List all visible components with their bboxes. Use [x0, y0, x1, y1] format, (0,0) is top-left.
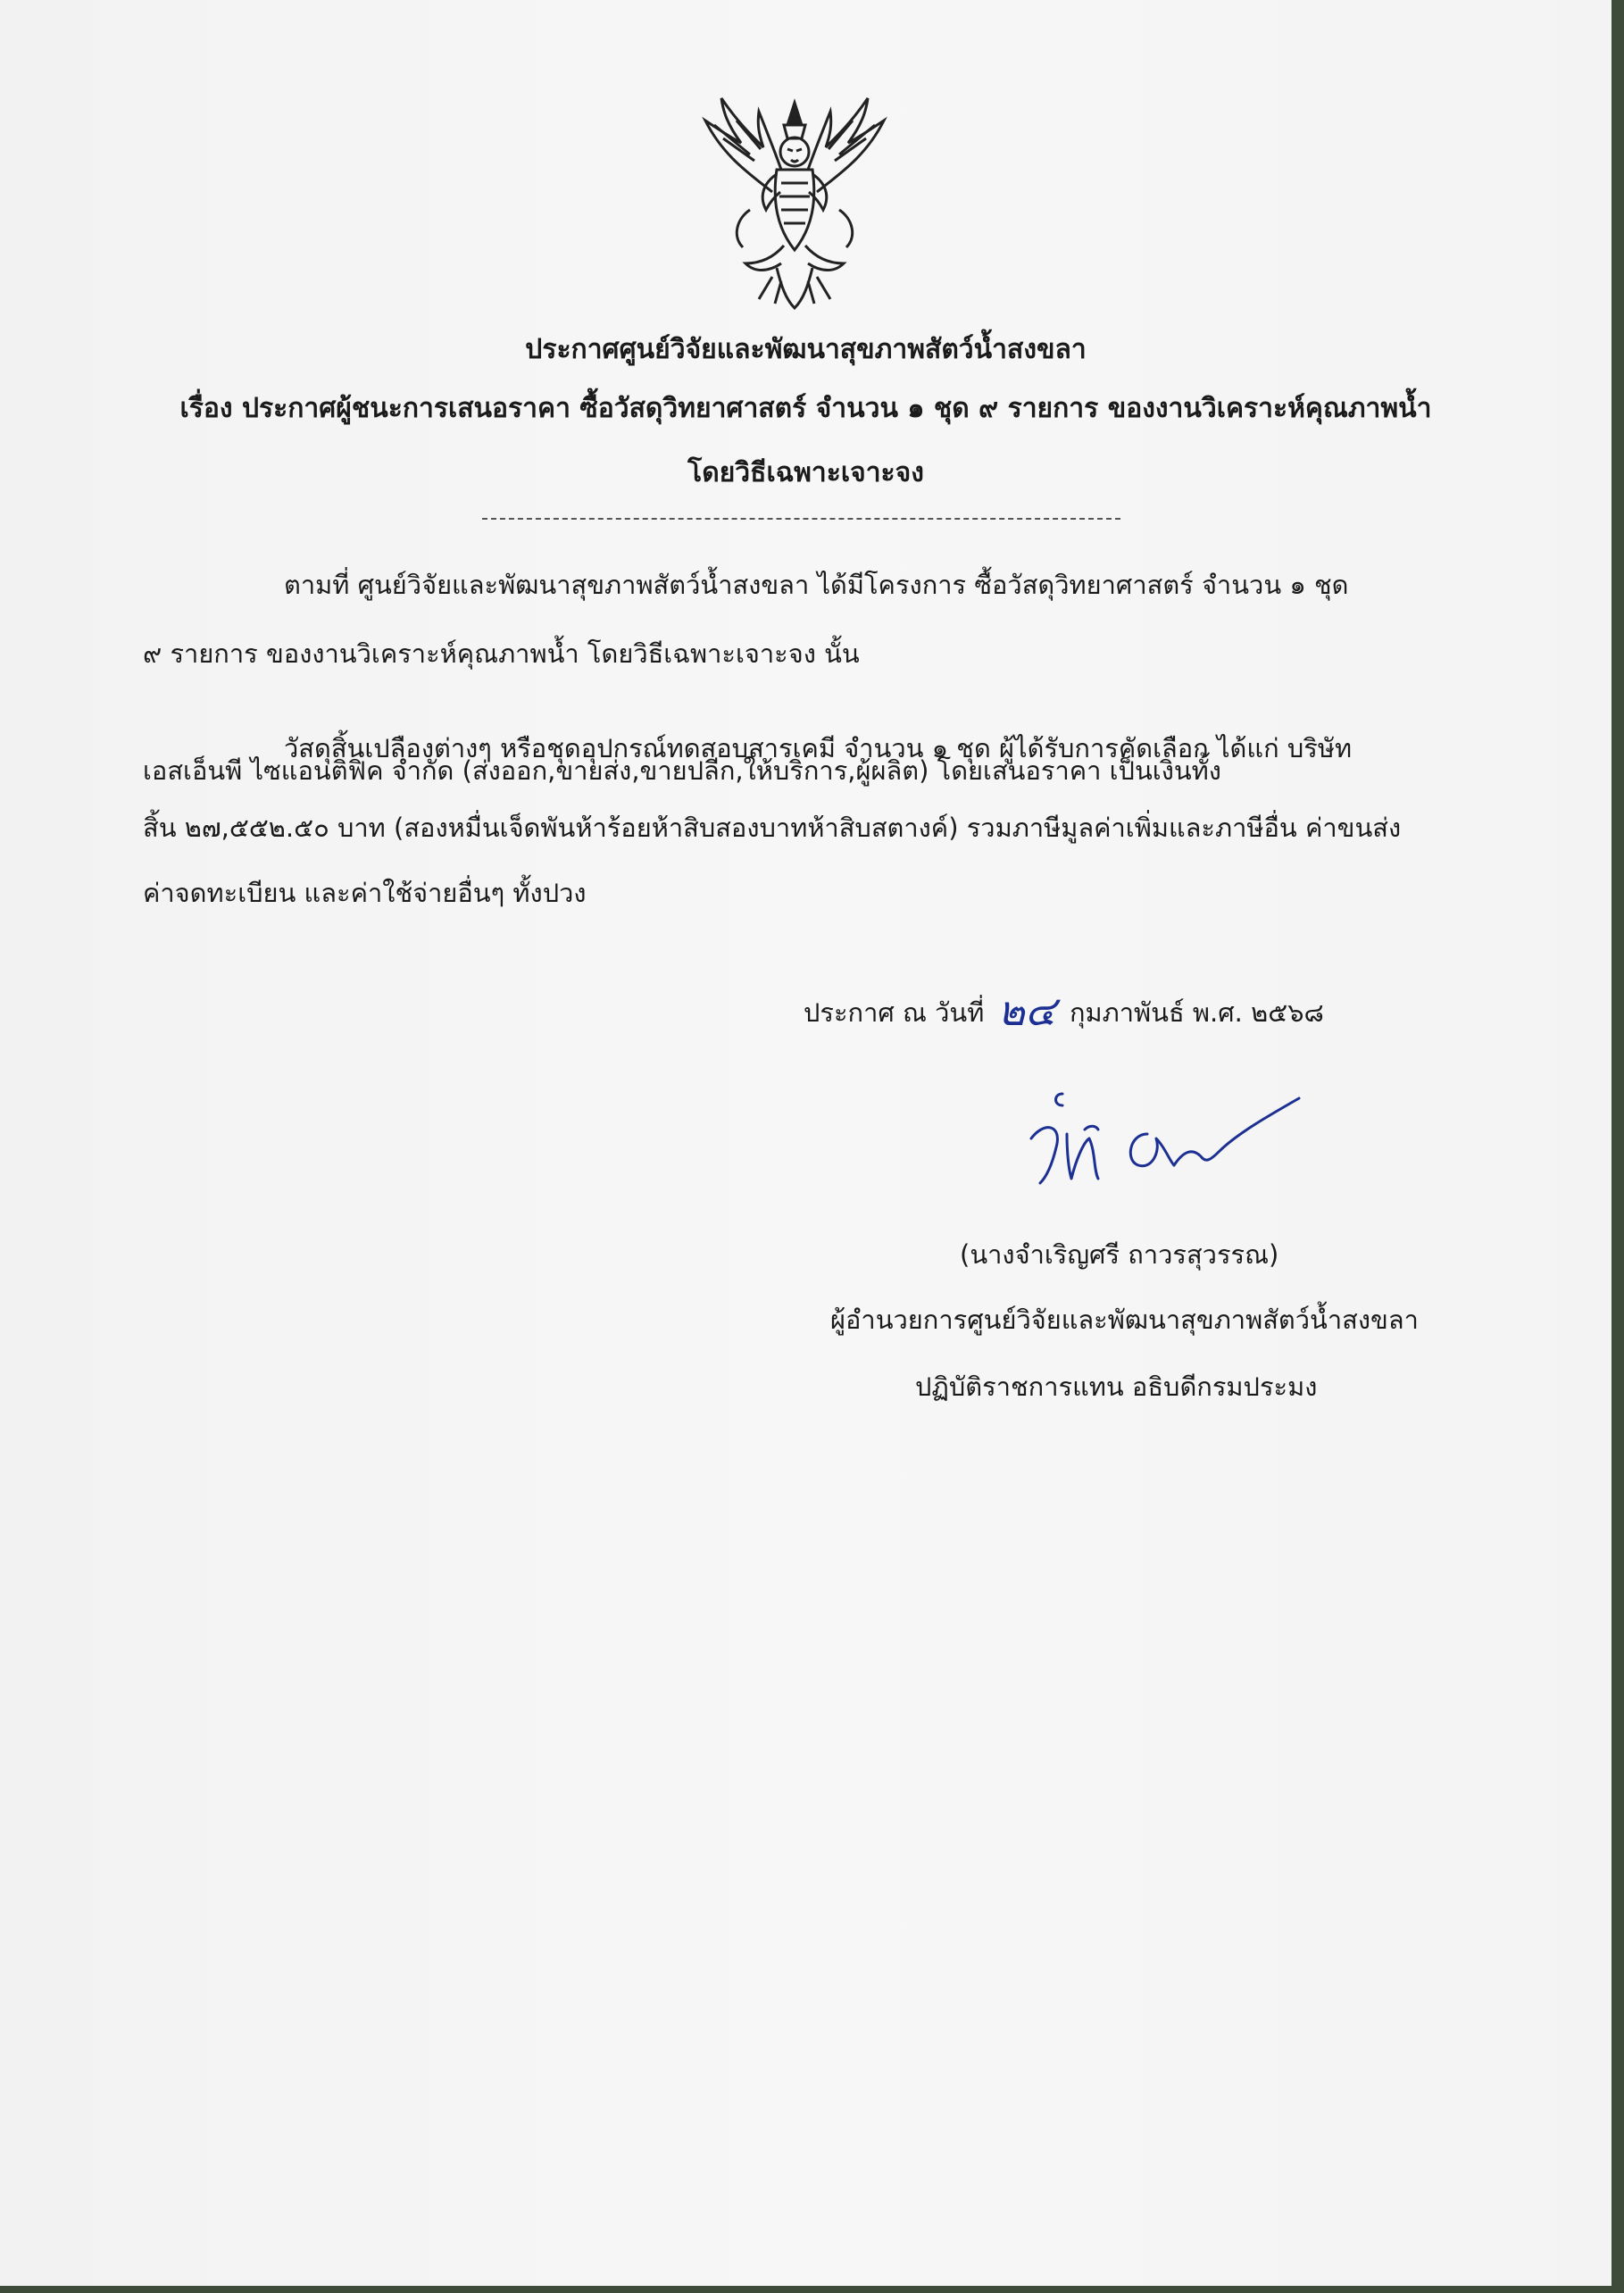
date-month-year: กุมภาพันธ์ พ.ศ. ๒๕๖๘ — [1069, 997, 1324, 1028]
organization-heading: ประกาศศูนย์วิจัยและพัฒนาสุขภาพสัตว์น้ำสงขลา — [525, 334, 1087, 365]
paragraph-2-line-3: สิ้น ๒๗,๕๕๒.๕๐ บาท (สองหมื่นเจ็ดพันห้าร้อยห้าสิบสองบาทห้าสิบสตางค์) รวมภาษีมูลค่าเพิ่มและภาษีอื่น ค่าขนส่ง — [143, 813, 1402, 843]
signatory-position: ผู้อำนวยการศูนย์วิจัยและพัฒนาสุขภาพสัตว์น้ำสงขลา — [830, 1305, 1419, 1335]
signatory-name: (นางจำเริญศรี ถาวรสุวรรณ) — [960, 1239, 1279, 1270]
paragraph-1-line-2: ๙ รายการ ของงานวิเคราะห์คุณภาพน้ำ โดยวิธีเฉพาะเจาะจง นั้น — [143, 638, 860, 669]
handwritten-signature — [1013, 1080, 1308, 1197]
paragraph-2-line-4: ค่าจดทะเบียน และค่าใช้จ่ายอื่นๆ ทั้งปวง — [143, 878, 587, 908]
garuda-emblem — [687, 85, 902, 317]
paragraph-2-line-1: วัสดุสิ้นเปลืองต่างๆ หรือชุดอุปกรณ์ทดสอบสารเคมี จำนวน ๑ ชุด ผู้ได้รับการคัดเลือก ได้แก่ บริษัท — [284, 733, 1353, 763]
signatory-acting-for: ปฏิบัติราชการแทน อธิบดีกรมประมง — [915, 1372, 1318, 1402]
method-line: โดยวิธีเฉพาะเจาะจง — [687, 457, 924, 488]
paragraph-1-line-1: ตามที่ ศูนย์วิจัยและพัฒนาสุขภาพสัตว์น้ำสงขลา ได้มีโครงการ ซื้อวัสดุวิทยาศาสตร์ จำนวน ๑ ชุด — [284, 570, 1349, 600]
paragraph-2-line-2: เอสเอ็นพี ไซแอนติฟิค จำกัด (ส่งออก,ขายส่ง,ขายปลีก,ให้บริการ,ผู้ผลิต) โดยเสนอราคา เป็นเงินทั้ง — [143, 755, 1221, 786]
dashed-divider — [482, 518, 1120, 520]
subject-line: เรื่อง ประกาศผู้ชนะการเสนอราคา ซื้อวัสดุวิทยาศาสตร์ จำนวน ๑ ชุด ๙ รายการ ของงานวิเคราะห์คุณภาพน้ำ — [179, 393, 1432, 424]
handwritten-day: ๒๔ — [997, 987, 1056, 1035]
announcement-date — [804, 987, 1324, 1035]
date-prefix: ประกาศ ณ วันที่ — [804, 997, 985, 1028]
